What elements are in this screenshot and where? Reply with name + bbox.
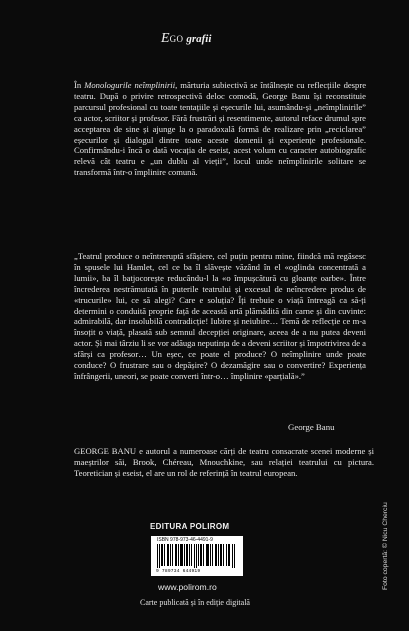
author-bio — [74, 446, 374, 479]
photo-credit: Foto copertă: © Nicu Cherciu — [382, 502, 389, 590]
intro-body: , mărturia subiectivă se întâlnește cu reflecțiile despre teatru. După o privire retrospectivă deloc comodă, George Banu își reconstituie parcursul profesional cu toate tentațiile și eșecurile lui, asumându-și „neîmplinirile” ca actor, scriitor și profesor. Fără frustrări și resentimente, autorul reface drumul spre acceptarea de sine și ajunge la o paradoxală formă de realizare prin „reciclarea” eșecurilor și dialogul dintre toate aceste domenii și experiențe profesionale. Confirmându-i încă o dată vocația de eseist, acest volum cu caracter autobiografic relevă cât teatru e „un dublu al vieții”, locul unde neîmplinirile solitare se transformă într-o împlinire comună. — [74, 80, 367, 178]
intro-lead: În — [74, 80, 85, 90]
series-ego-initial: E — [161, 31, 170, 46]
quote-text: „Teatrul produce o neîntreruptă sfâșiere, cel puțin pentru mine, fiindcă mă regăsesc în spusele lui Hamlet, cel ce ba îl slăvește văzând în el «oglinda concentrată a lumii», ba îl batjocorește reducându-l la «o împușcătură cu gloanțe oarbe». Între încrederea nestrămutată în puterile teatrului și excesul de neîncredere produs de «trucurile» lui, ce să alegi? Care e soluția? Îți trebuie o viață întreagă ca să-ți determini o conduită proprie față de această artă plămădită din carne și din cuvinte: admirabilă, dar insolubilă contradicție! Iubire și neiubire… Temă de reflecție ce m-a însoțit o viață, plasată sub semnul decepției originare, aceea de a nu putea deveni actor. Și mai târziu li se vor adăuga neputința de a deveni scriitor și împotrivirea de a sfârși ca profesor… Un eșec, ce poate el produce? O neîmplinire unde poate conduce? O frustrare sau o depășire? O dezamăgire sau o convertire? Experiența înfrângerii, uneori, se poate converti într-o… împlinire «parțială».” — [74, 251, 366, 381]
author-name: GEORGE BANU — [74, 446, 137, 456]
author-quote — [74, 251, 366, 382]
publisher-website[interactable]: www.polirom.ro — [158, 582, 217, 592]
quote-author: George Banu — [288, 422, 335, 432]
series-ego-rest: GO — [169, 34, 184, 44]
digital-edition-note: Carte publicată și în ediție digitală — [140, 598, 250, 607]
publisher-name: EDITURA POLIROM — [150, 522, 230, 531]
intro-paragraph — [74, 80, 366, 178]
barcode — [151, 536, 243, 576]
book-title: Monologurile neîmplinirii — [84, 80, 176, 90]
series-grafii: grafii — [186, 33, 212, 45]
barcode-digits: 9 789734 644919 — [156, 569, 201, 574]
isbn-label: ISBN 978-973-46-4491-9 — [157, 537, 213, 543]
bio-text: e autorul a numeroase cărți de teatru consacrate scenei moderne și maeștrilor săi, Brook, Chéreau, Mnouchkine, sau relației teatrului cu pictura. Teoretician și eseist, el are un rol de referință în teatrul european. — [74, 446, 375, 478]
series-logo — [161, 31, 211, 47]
barcode-bars-icon — [157, 544, 237, 568]
